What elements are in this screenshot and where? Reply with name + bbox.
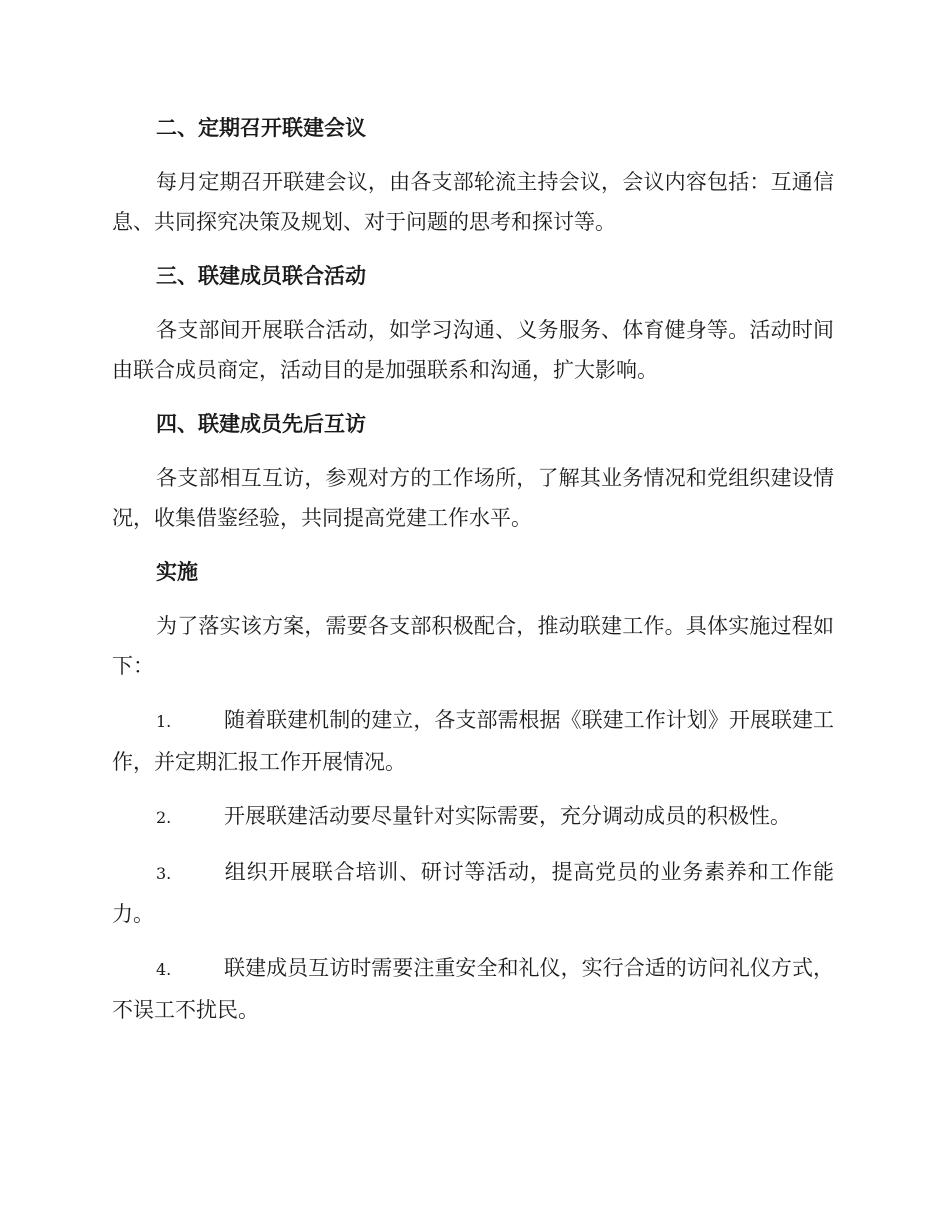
list-number: 3.	[156, 864, 172, 883]
list-text: 随着联建机制的建立，各支部需根据《联建工作计划》开展联建工作，并定期汇报工作开展情况。	[112, 708, 834, 774]
section-heading-2: 二、定期召开联建会议	[156, 115, 366, 140]
list-text: 联建成员互访时需要注重安全和礼仪，实行合适的访问礼仪方式，不误工不扰民。	[112, 956, 834, 1022]
implementation-heading: 实施	[156, 559, 198, 584]
list-number: 1.	[156, 712, 172, 731]
section-paragraph-4: 各支部相互互访，参观对方的工作场所，了解其业务情况和党组织建设情况，收集借鉴经验，共同提高党建工作水平。	[112, 466, 834, 530]
list-text: 组织开展联合培训、研讨等活动，提高党员的业务素养和工作能力。	[112, 860, 834, 926]
list-number: 2.	[156, 808, 172, 827]
list-item	[112, 948, 834, 1030]
document-body	[112, 108, 834, 1044]
list-item	[112, 796, 834, 838]
implementation-intro: 为了落实该方案，需要各支部积极配合，推动联建工作。具体实施过程如下：	[112, 614, 834, 678]
section-paragraph-3: 各支部间开展联合活动，如学习沟通、义务服务、体育健身等。活动时间由联合成员商定，活动目的是加强联系和沟通，扩大影响。	[112, 318, 834, 382]
section-heading-4: 四、联建成员先后互访	[156, 411, 366, 436]
list-item	[112, 852, 834, 934]
list-text: 开展联建活动要尽量针对实际需要，充分调动成员的积极性。	[224, 804, 791, 828]
section-paragraph-2: 每月定期召开联建会议，由各支部轮流主持会议，会议内容包括：互通信息、共同探究决策及规划、对于问题的思考和探讨等。	[112, 170, 834, 234]
list-number: 4.	[156, 960, 172, 979]
list-item	[112, 700, 834, 782]
section-heading-3: 三、联建成员联合活动	[156, 263, 366, 288]
